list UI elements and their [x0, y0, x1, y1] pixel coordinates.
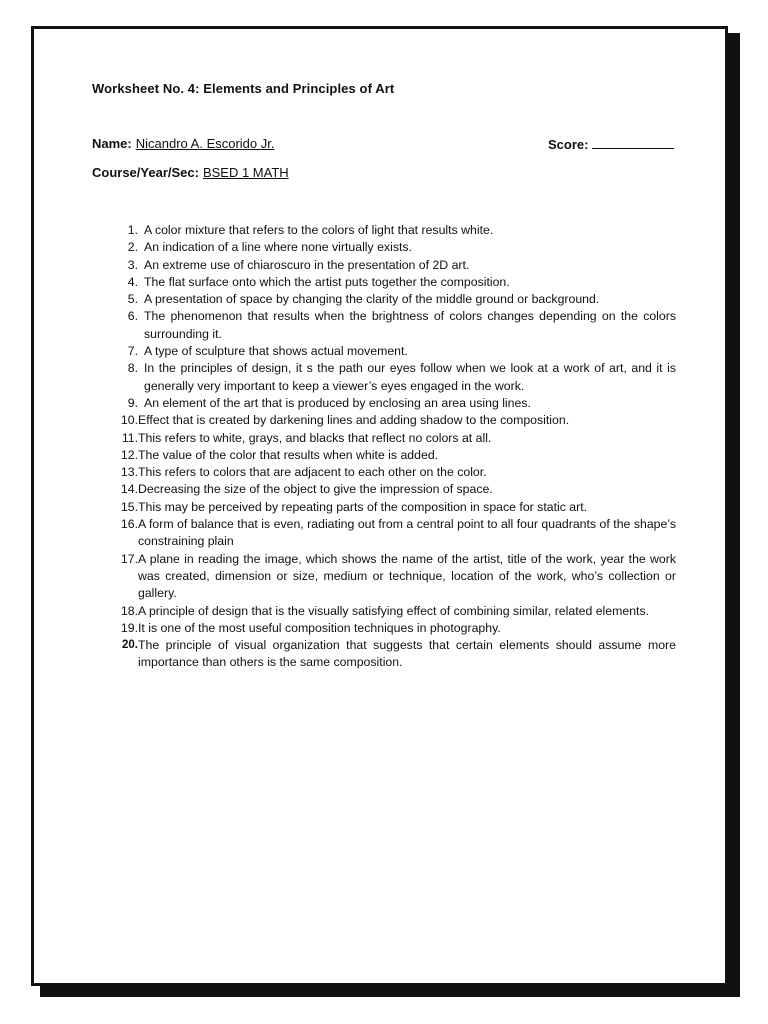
question-number: 13.: [120, 465, 138, 480]
course-label: Course/Year/Sec:: [92, 165, 199, 180]
question-text: A type of sculpture that shows actual movement.: [144, 344, 408, 359]
question-text: The value of the color that results when white is added.: [138, 447, 439, 462]
question-item: [104, 257, 676, 274]
question-item: [104, 551, 676, 603]
question-number: 15.: [120, 499, 138, 514]
question-text: The flat surface onto which the artist puts together the composition.: [144, 274, 510, 289]
question-text: This refers to colors that are adjacent to each other on the color.: [138, 465, 487, 480]
question-number: 8.: [127, 361, 138, 376]
question-number: 6.: [127, 309, 138, 324]
question-text: An element of the art that is produced by enclosing an area using lines.: [144, 395, 531, 410]
question-number: 18.: [120, 603, 138, 618]
worksheet-title: Worksheet No. 4: Elements and Principles of Art: [92, 81, 395, 96]
question-item: [104, 620, 676, 637]
question-number: 5.: [127, 292, 138, 307]
question-text: An indication of a line where none virtually exists.: [144, 240, 412, 255]
question-item: [104, 603, 676, 620]
question-number: 2.: [127, 240, 138, 255]
question-number: 10.: [120, 413, 138, 428]
question-item: [104, 637, 676, 672]
question-item: [104, 222, 676, 239]
question-item: [104, 395, 676, 412]
name-row: [92, 136, 274, 151]
question-text: Effect that is created by darkening lines and adding shadow to the composition.: [138, 413, 570, 428]
question-text: A form of balance that is even, radiating out from a central point to all four quadrants of the shape’s constraining plain: [138, 517, 676, 549]
question-number: 17.: [120, 551, 138, 566]
question-text: An extreme use of chiaroscuro in the presentation of 2D art.: [144, 257, 470, 272]
question-number: 11.: [121, 430, 138, 445]
question-text: The phenomenon that results when the brightness of colors changes depending on the colors surrounding it.: [144, 309, 676, 341]
question-text: This may be perceived by repeating parts of the composition in space for static art.: [138, 499, 588, 514]
question-item: [104, 430, 676, 447]
name-label: Name:: [92, 136, 132, 151]
question-number: 9.: [127, 395, 138, 410]
question-item: [104, 291, 676, 308]
question-number: 7.: [127, 344, 138, 359]
question-text: The principle of visual organization that suggests that certain elements should assume more importance than others is the same composition.: [138, 638, 676, 670]
score-blank-line: [592, 136, 674, 149]
question-number: 20.: [122, 639, 138, 652]
course-row: [92, 165, 289, 180]
question-text: A presentation of space by changing the clarity of the middle ground or background.: [144, 292, 600, 307]
question-text: A plane in reading the image, which shows the name of the artist, title of the work, year the work was created, dimension or size, medium or technique, location of the work, who’s collection or gallery.: [138, 551, 676, 601]
question-item: [104, 481, 676, 498]
question-number: 12.: [120, 447, 138, 462]
question-item: [104, 447, 676, 464]
course-value: BSED 1 MATH: [202, 165, 289, 180]
question-item: [104, 239, 676, 256]
question-item: [104, 308, 676, 343]
question-list: [104, 222, 676, 672]
question-number: 4.: [127, 274, 138, 289]
score-row: [548, 136, 674, 152]
name-value: Nicandro A. Escorido Jr.: [135, 136, 275, 151]
question-item: [104, 412, 676, 429]
question-text: A principle of design that is the visually satisfying effect of combining similar, related elements.: [138, 603, 650, 618]
question-text: This refers to white, grays, and blacks that reflect no colors at all.: [138, 430, 492, 445]
question-item: [104, 516, 676, 551]
question-text: Decreasing the size of the object to give the impression of space.: [138, 482, 493, 497]
question-number: 16.: [120, 517, 138, 532]
question-item: [104, 499, 676, 516]
question-text: A color mixture that refers to the colors of light that results white.: [144, 223, 494, 237]
question-item: [104, 343, 676, 360]
question-number: 3.: [127, 257, 138, 272]
question-number: 19.: [120, 620, 138, 635]
question-item: [104, 360, 676, 395]
question-text: In the principles of design, it s the path our eyes follow when we look at a work of art, and it is generally very important to keep a viewer’s eyes engaged in the work.: [144, 361, 676, 393]
question-item: [104, 274, 676, 291]
question-text: It is one of the most useful composition techniques in photography.: [138, 620, 501, 635]
score-label: Score:: [548, 137, 589, 152]
worksheet-page: [31, 26, 728, 986]
question-item: [104, 464, 676, 481]
question-number: 1.: [127, 223, 138, 237]
question-number: 14.: [120, 482, 138, 497]
